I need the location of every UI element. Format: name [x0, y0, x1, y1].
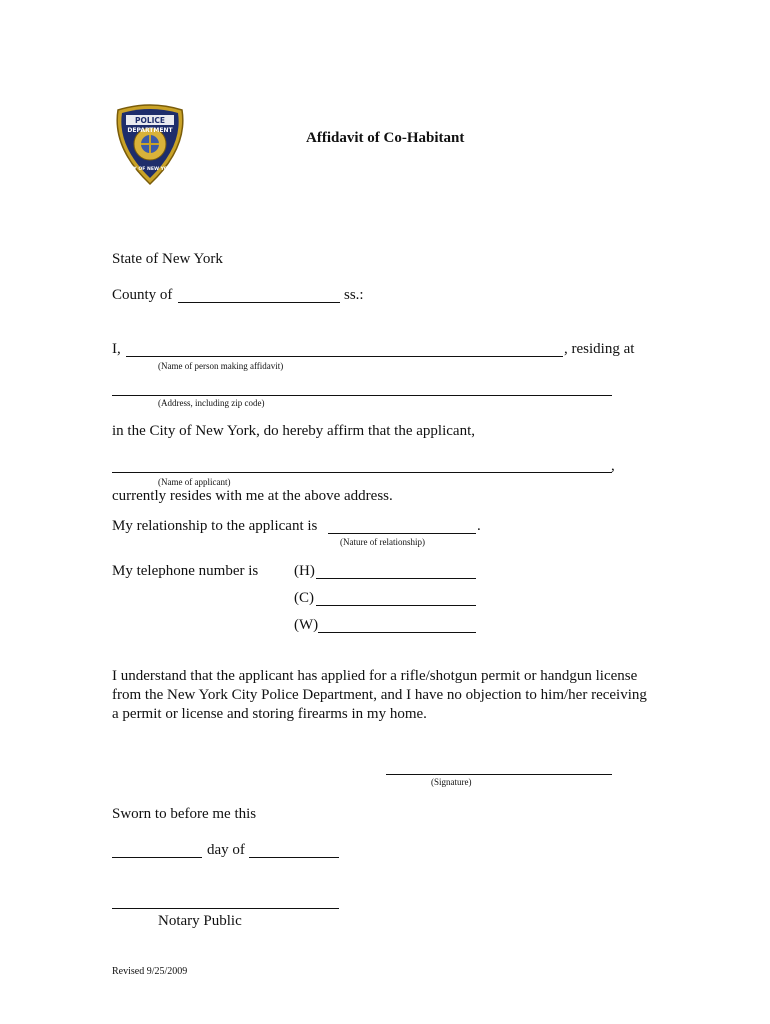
affiant-prefix: I,: [112, 341, 121, 357]
applicant-name-blank[interactable]: [112, 472, 612, 473]
document-title: Affidavit of Co-Habitant: [306, 130, 465, 146]
affiant-name-blank[interactable]: [126, 356, 563, 357]
understanding-line-3: a permit or license and storing firearms in my home.: [112, 706, 427, 722]
revision-date: Revised 9/25/2009: [112, 966, 188, 977]
svg-text:CITY OF NEW YORK: CITY OF NEW YORK: [125, 167, 175, 172]
address-blank[interactable]: [112, 395, 612, 396]
sworn-month-blank[interactable]: [249, 857, 339, 858]
notary-label: Notary Public: [158, 913, 242, 929]
applicant-caption: (Name of applicant): [158, 477, 231, 487]
affiant-caption: (Name of person making affidavit): [158, 361, 284, 371]
relationship-blank[interactable]: [328, 533, 476, 534]
resides-statement: currently resides with me at the above address.: [112, 488, 393, 504]
affiant-suffix: , residing at: [564, 341, 635, 357]
signature-caption: (Signature): [431, 777, 472, 787]
phone-home-blank[interactable]: [316, 578, 476, 579]
phone-cell-blank[interactable]: [316, 605, 476, 606]
telephone-label: My telephone number is: [112, 563, 259, 579]
county-label: County of: [112, 287, 173, 303]
sworn-day-blank[interactable]: [112, 857, 202, 858]
svg-text:DEPARTMENT: DEPARTMENT: [127, 127, 173, 134]
signature-blank[interactable]: [386, 774, 612, 775]
relationship-suffix: .: [477, 518, 481, 534]
sworn-statement: Sworn to before me this: [112, 806, 257, 822]
phone-home-label: (H): [294, 563, 315, 579]
relationship-caption: (Nature of relationship): [340, 537, 425, 547]
svg-text:POLICE: POLICE: [134, 116, 166, 125]
relationship-label: My relationship to the applicant is: [112, 518, 318, 534]
city-statement: in the City of New York, do hereby affirm that the applicant,: [112, 423, 475, 439]
address-caption: (Address, including zip code): [158, 398, 265, 408]
state-line: State of New York: [112, 251, 223, 267]
notary-signature-blank[interactable]: [112, 908, 339, 909]
understanding-line-2: from the New York City Police Department, and I have no objection to him/her receiving: [112, 687, 647, 703]
understanding-line-1: I understand that the applicant has applied for a rifle/shotgun permit or handgun license: [112, 668, 638, 684]
phone-work-label: (W): [294, 617, 319, 633]
phone-cell-label: (C): [294, 590, 314, 606]
county-blank[interactable]: [178, 302, 340, 303]
applicant-suffix: ,: [611, 458, 615, 474]
phone-work-blank[interactable]: [318, 632, 476, 633]
day-of-label: day of: [207, 842, 245, 858]
county-suffix: ss.:: [344, 287, 364, 303]
nypd-shield-logo: [112, 104, 188, 186]
